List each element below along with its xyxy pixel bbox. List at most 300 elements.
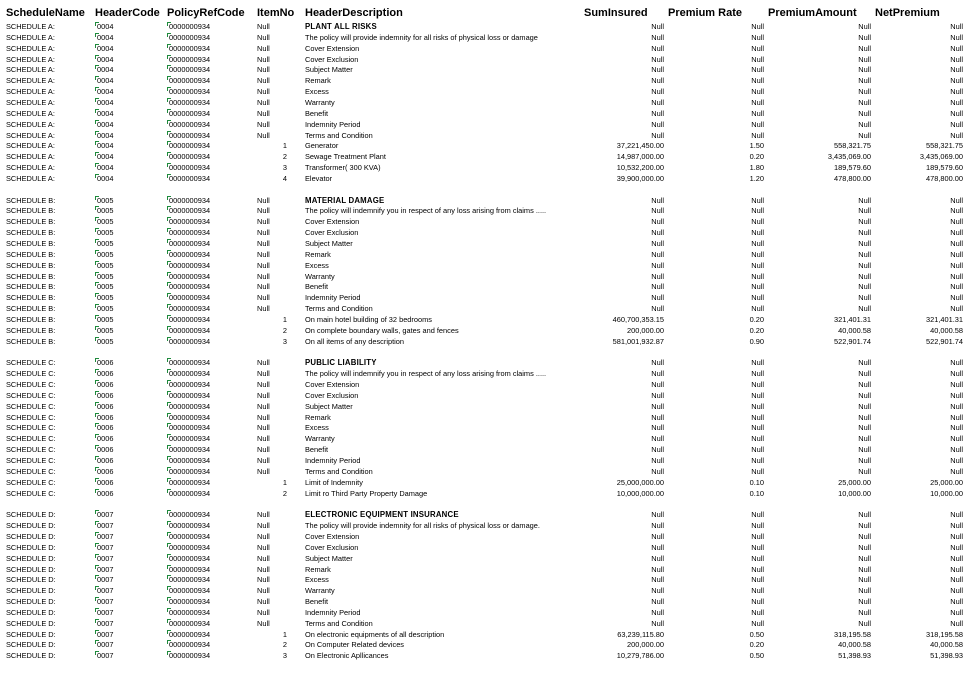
cell-item-no[interactable]: Null xyxy=(257,54,270,64)
cell-schedule-name[interactable]: SCHEDULE C: xyxy=(6,369,56,379)
cell-policy-ref-code[interactable] xyxy=(167,32,255,43)
header-schedule-name[interactable]: ScheduleName xyxy=(6,7,85,19)
cell-premium-rate[interactable]: Null xyxy=(751,195,764,205)
cell-item-no[interactable]: 4 xyxy=(282,173,287,183)
cell-sum-insured[interactable]: Null xyxy=(651,206,664,216)
cell-policy-ref-code[interactable] xyxy=(167,260,255,271)
cell-header-code[interactable] xyxy=(95,64,165,75)
cell-net-premium[interactable]: Null xyxy=(950,22,963,31)
cell-schedule-name[interactable]: SCHEDULE B: xyxy=(6,249,56,259)
cell-net-premium[interactable]: 478,800.00 xyxy=(926,173,963,183)
cell-header-description[interactable]: On electronic equipments of all description xyxy=(305,629,445,639)
cell-sum-insured[interactable]: 460,700,353.15 xyxy=(612,314,664,324)
cell-schedule-name[interactable]: SCHEDULE D: xyxy=(6,629,56,639)
cell-premium-amount[interactable]: 51,398.93 xyxy=(838,651,871,661)
cell-header-code[interactable] xyxy=(95,151,165,162)
cell-item-no[interactable]: Null xyxy=(257,390,270,400)
cell-header-description[interactable]: Benefit xyxy=(305,282,329,292)
cell-policy-ref-code[interactable] xyxy=(167,205,255,216)
cell-schedule-name[interactable]: SCHEDULE B: xyxy=(6,239,56,248)
cell-schedule-name[interactable]: SCHEDULE C: xyxy=(6,488,56,498)
cell-schedule-name[interactable]: SCHEDULE A: xyxy=(6,97,55,107)
cell-sum-insured[interactable]: Null xyxy=(651,618,664,628)
cell-header-description[interactable]: The policy will provide indemnity for all risks of physical loss or damage xyxy=(305,32,538,42)
cell-premium-amount[interactable]: 25,000.00 xyxy=(838,477,871,487)
cell-policy-ref-code[interactable] xyxy=(167,151,255,162)
cell-policy-ref-code[interactable] xyxy=(167,303,255,314)
cell-net-premium[interactable]: Null xyxy=(950,607,963,617)
cell-item-no[interactable]: 1 xyxy=(282,141,287,151)
cell-net-premium[interactable]: Null xyxy=(950,369,963,379)
cell-schedule-name[interactable]: SCHEDULE D: xyxy=(6,531,56,541)
cell-premium-amount[interactable]: Null xyxy=(858,271,871,281)
cell-header-description[interactable]: PLANT ALL RISKS xyxy=(305,22,377,31)
cell-header-code[interactable] xyxy=(95,422,165,433)
cell-premium-amount[interactable]: 558,321.75 xyxy=(834,141,871,151)
cell-schedule-name[interactable]: SCHEDULE B: xyxy=(6,260,56,270)
cell-item-no[interactable]: Null xyxy=(257,228,270,238)
cell-header-code[interactable] xyxy=(95,292,165,303)
cell-item-no[interactable]: Null xyxy=(257,618,270,628)
cell-sum-insured[interactable]: Null xyxy=(651,260,664,270)
cell-schedule-name[interactable]: SCHEDULE D: xyxy=(6,575,56,585)
cell-sum-insured[interactable]: Null xyxy=(651,401,664,411)
cell-header-code[interactable] xyxy=(95,401,165,412)
cell-header-description[interactable]: Indemnity Period xyxy=(305,456,361,465)
cell-net-premium[interactable]: Null xyxy=(950,54,963,64)
cell-net-premium[interactable]: Null xyxy=(950,510,963,520)
cell-schedule-name[interactable]: SCHEDULE B: xyxy=(6,336,56,346)
cell-schedule-name[interactable]: SCHEDULE A: xyxy=(6,119,55,129)
cell-policy-ref-code[interactable] xyxy=(167,444,255,455)
cell-item-no[interactable]: 3 xyxy=(282,163,287,173)
cell-schedule-name[interactable]: SCHEDULE B: xyxy=(6,325,56,335)
cell-sum-insured[interactable]: Null xyxy=(651,76,664,86)
cell-net-premium[interactable]: Null xyxy=(950,119,963,129)
cell-sum-insured[interactable]: Null xyxy=(651,217,664,227)
cell-header-description[interactable]: Remark xyxy=(305,412,331,422)
cell-policy-ref-code[interactable] xyxy=(167,97,255,108)
cell-schedule-name[interactable]: SCHEDULE D: xyxy=(6,564,56,574)
cell-sum-insured[interactable]: 10,532,200.00 xyxy=(616,163,664,173)
cell-sum-insured[interactable]: Null xyxy=(651,32,664,42)
cell-policy-ref-code[interactable] xyxy=(167,21,255,32)
cell-header-description[interactable]: Remark xyxy=(305,76,331,86)
cell-header-description[interactable]: Excess xyxy=(305,260,329,270)
cell-premium-amount[interactable]: Null xyxy=(858,195,871,205)
cell-schedule-name[interactable]: SCHEDULE C: xyxy=(6,401,56,411)
cell-net-premium[interactable]: Null xyxy=(950,271,963,281)
cell-header-code[interactable] xyxy=(95,21,165,32)
cell-net-premium[interactable]: Null xyxy=(950,456,963,465)
cell-header-code[interactable] xyxy=(95,488,165,499)
cell-premium-amount[interactable]: Null xyxy=(858,597,871,607)
cell-schedule-name[interactable]: SCHEDULE B: xyxy=(6,271,56,281)
cell-item-no[interactable]: Null xyxy=(257,607,270,617)
cell-sum-insured[interactable]: Null xyxy=(651,607,664,617)
cell-header-description[interactable]: Sewage Treatment Plant xyxy=(305,152,386,162)
cell-header-code[interactable] xyxy=(95,379,165,390)
cell-item-no[interactable]: 1 xyxy=(282,477,287,487)
cell-schedule-name[interactable]: SCHEDULE A: xyxy=(6,173,55,183)
header-net-premium[interactable]: NetPremium xyxy=(875,7,940,19)
cell-schedule-name[interactable]: SCHEDULE C: xyxy=(6,390,56,400)
cell-header-code[interactable] xyxy=(95,281,165,292)
cell-sum-insured[interactable]: Null xyxy=(651,564,664,574)
cell-premium-rate[interactable]: Null xyxy=(751,239,764,248)
cell-schedule-name[interactable]: SCHEDULE C: xyxy=(6,380,56,390)
cell-policy-ref-code[interactable] xyxy=(167,390,255,401)
cell-policy-ref-code[interactable] xyxy=(167,553,255,564)
cell-header-code[interactable] xyxy=(95,596,165,607)
cell-header-description[interactable]: MATERIAL DAMAGE xyxy=(305,195,385,205)
cell-schedule-name[interactable]: SCHEDULE B: xyxy=(6,314,56,324)
cell-policy-ref-code[interactable] xyxy=(167,271,255,282)
cell-item-no[interactable]: Null xyxy=(257,260,270,270)
cell-header-description[interactable]: Benefit xyxy=(305,445,329,455)
cell-item-no[interactable]: Null xyxy=(257,32,270,42)
cell-net-premium[interactable]: 321,401.31 xyxy=(926,314,963,324)
cell-premium-rate[interactable]: 0.10 xyxy=(749,488,764,498)
cell-sum-insured[interactable]: Null xyxy=(651,597,664,607)
cell-premium-amount[interactable]: Null xyxy=(858,130,871,140)
cell-premium-amount[interactable]: Null xyxy=(858,380,871,390)
cell-policy-ref-code[interactable] xyxy=(167,216,255,227)
cell-policy-ref-code[interactable] xyxy=(167,607,255,618)
cell-header-description[interactable]: Excess xyxy=(305,575,329,585)
cell-premium-rate[interactable]: Null xyxy=(751,597,764,607)
cell-policy-ref-code[interactable] xyxy=(167,173,255,184)
cell-premium-amount[interactable]: Null xyxy=(858,304,871,314)
cell-item-no[interactable]: Null xyxy=(257,358,270,368)
cell-net-premium[interactable]: Null xyxy=(950,108,963,118)
cell-premium-rate[interactable]: Null xyxy=(751,423,764,433)
cell-header-description[interactable]: Elevator xyxy=(305,173,333,183)
cell-premium-rate[interactable]: 0.50 xyxy=(749,651,764,661)
cell-header-description[interactable]: Cover Exclusion xyxy=(305,54,359,64)
cell-item-no[interactable]: Null xyxy=(257,217,270,227)
cell-header-description[interactable]: Indemnity Period xyxy=(305,293,361,303)
cell-net-premium[interactable]: 3,435,069.00 xyxy=(919,152,963,162)
cell-item-no[interactable]: 2 xyxy=(282,488,287,498)
cell-net-premium[interactable]: Null xyxy=(950,390,963,400)
cell-premium-rate[interactable]: Null xyxy=(751,22,764,31)
cell-header-code[interactable] xyxy=(95,618,165,629)
cell-premium-rate[interactable]: Null xyxy=(751,575,764,585)
cell-header-code[interactable] xyxy=(95,585,165,596)
cell-policy-ref-code[interactable] xyxy=(167,140,255,151)
cell-premium-rate[interactable]: Null xyxy=(751,401,764,411)
cell-header-code[interactable] xyxy=(95,531,165,542)
cell-net-premium[interactable]: Null xyxy=(950,531,963,541)
cell-header-description[interactable]: Terms and Condition xyxy=(305,130,373,140)
cell-premium-amount[interactable]: Null xyxy=(858,369,871,379)
cell-net-premium[interactable]: 40,000.58 xyxy=(930,640,963,650)
cell-item-no[interactable]: Null xyxy=(257,445,270,455)
cell-premium-amount[interactable]: Null xyxy=(858,401,871,411)
cell-sum-insured[interactable]: 25,000,000.00 xyxy=(616,477,664,487)
cell-item-no[interactable]: Null xyxy=(257,401,270,411)
cell-premium-rate[interactable]: Null xyxy=(751,390,764,400)
cell-net-premium[interactable]: Null xyxy=(950,76,963,86)
cell-sum-insured[interactable]: Null xyxy=(651,87,664,97)
cell-premium-rate[interactable]: Null xyxy=(751,76,764,86)
cell-net-premium[interactable]: Null xyxy=(950,260,963,270)
cell-policy-ref-code[interactable] xyxy=(167,477,255,488)
cell-schedule-name[interactable]: SCHEDULE D: xyxy=(6,586,56,596)
cell-net-premium[interactable]: Null xyxy=(950,87,963,97)
cell-header-description[interactable]: Indemnity Period xyxy=(305,607,361,617)
cell-item-no[interactable]: Null xyxy=(257,434,270,444)
cell-sum-insured[interactable]: Null xyxy=(651,553,664,563)
cell-premium-amount[interactable]: Null xyxy=(858,575,871,585)
cell-premium-rate[interactable]: Null xyxy=(751,304,764,314)
cell-sum-insured[interactable]: Null xyxy=(651,466,664,476)
cell-premium-amount[interactable]: Null xyxy=(858,32,871,42)
cell-sum-insured[interactable]: Null xyxy=(651,43,664,53)
cell-premium-rate[interactable]: Null xyxy=(751,293,764,303)
header-header-code[interactable]: HeaderCode xyxy=(95,7,160,19)
cell-policy-ref-code[interactable] xyxy=(167,75,255,86)
cell-policy-ref-code[interactable] xyxy=(167,629,255,640)
cell-net-premium[interactable]: 318,195.58 xyxy=(926,629,963,639)
cell-premium-amount[interactable]: 318,195.58 xyxy=(834,629,871,639)
cell-policy-ref-code[interactable] xyxy=(167,639,255,650)
cell-premium-rate[interactable]: Null xyxy=(751,228,764,238)
cell-net-premium[interactable]: 189,579.60 xyxy=(926,163,963,173)
cell-header-description[interactable]: Excess xyxy=(305,423,329,433)
cell-premium-rate[interactable]: Null xyxy=(751,510,764,520)
cell-premium-rate[interactable]: Null xyxy=(751,607,764,617)
cell-header-code[interactable] xyxy=(95,54,165,65)
cell-premium-amount[interactable]: Null xyxy=(858,119,871,129)
cell-header-description[interactable]: Cover Exclusion xyxy=(305,228,359,238)
cell-net-premium[interactable]: Null xyxy=(950,564,963,574)
cell-net-premium[interactable]: Null xyxy=(950,228,963,238)
cell-net-premium[interactable]: Null xyxy=(950,239,963,248)
cell-header-description[interactable]: Generator xyxy=(305,141,339,151)
cell-header-description[interactable]: Excess xyxy=(305,87,329,97)
cell-premium-rate[interactable]: Null xyxy=(751,271,764,281)
cell-schedule-name[interactable]: SCHEDULE A: xyxy=(6,130,55,140)
cell-header-code[interactable] xyxy=(95,271,165,282)
cell-policy-ref-code[interactable] xyxy=(167,585,255,596)
cell-policy-ref-code[interactable] xyxy=(167,108,255,119)
cell-sum-insured[interactable]: 200,000.00 xyxy=(627,640,664,650)
header-policy-ref-code[interactable]: PolicyRefCode xyxy=(167,7,245,19)
cell-premium-amount[interactable]: Null xyxy=(858,260,871,270)
cell-schedule-name[interactable]: SCHEDULE C: xyxy=(6,466,56,476)
cell-premium-rate[interactable]: Null xyxy=(751,32,764,42)
cell-header-code[interactable] xyxy=(95,509,165,520)
cell-item-no[interactable]: 2 xyxy=(282,152,287,162)
cell-header-code[interactable] xyxy=(95,130,165,141)
cell-item-no[interactable]: Null xyxy=(257,22,270,31)
cell-sum-insured[interactable]: 37,221,450.00 xyxy=(616,141,664,151)
cell-item-no[interactable]: Null xyxy=(257,108,270,118)
cell-sum-insured[interactable]: 581,001,932.87 xyxy=(612,336,664,346)
cell-premium-rate[interactable]: Null xyxy=(751,282,764,292)
cell-item-no[interactable]: Null xyxy=(257,271,270,281)
cell-item-no[interactable]: Null xyxy=(257,412,270,422)
cell-premium-rate[interactable]: Null xyxy=(751,43,764,53)
cell-header-description[interactable]: Limit of Indemnity xyxy=(305,477,363,487)
cell-net-premium[interactable]: Null xyxy=(950,445,963,455)
cell-schedule-name[interactable]: SCHEDULE C: xyxy=(6,358,56,368)
cell-sum-insured[interactable]: Null xyxy=(651,97,664,107)
cell-policy-ref-code[interactable] xyxy=(167,542,255,553)
cell-net-premium[interactable]: Null xyxy=(950,434,963,444)
cell-header-code[interactable] xyxy=(95,650,165,661)
cell-schedule-name[interactable]: SCHEDULE D: xyxy=(6,640,56,650)
cell-header-description[interactable]: Warranty xyxy=(305,434,335,444)
cell-premium-amount[interactable]: Null xyxy=(858,521,871,531)
cell-schedule-name[interactable]: SCHEDULE B: xyxy=(6,293,56,303)
cell-policy-ref-code[interactable] xyxy=(167,43,255,54)
cell-net-premium[interactable]: Null xyxy=(950,217,963,227)
cell-premium-amount[interactable]: 3,435,069.00 xyxy=(827,152,871,162)
cell-header-description[interactable]: Subject Matter xyxy=(305,553,353,563)
cell-premium-rate[interactable]: Null xyxy=(751,206,764,216)
cell-header-description[interactable]: Cover Extension xyxy=(305,380,360,390)
cell-premium-rate[interactable]: 1.50 xyxy=(749,141,764,151)
cell-premium-amount[interactable]: Null xyxy=(858,390,871,400)
cell-schedule-name[interactable]: SCHEDULE B: xyxy=(6,195,56,205)
cell-premium-rate[interactable]: Null xyxy=(751,434,764,444)
cell-schedule-name[interactable]: SCHEDULE A: xyxy=(6,43,55,53)
cell-premium-rate[interactable]: Null xyxy=(751,119,764,129)
cell-premium-amount[interactable]: Null xyxy=(858,618,871,628)
cell-policy-ref-code[interactable] xyxy=(167,401,255,412)
cell-header-description[interactable]: Warranty xyxy=(305,271,335,281)
cell-sum-insured[interactable]: Null xyxy=(651,456,664,465)
cell-schedule-name[interactable]: SCHEDULE C: xyxy=(6,423,56,433)
cell-item-no[interactable]: Null xyxy=(257,521,270,531)
cell-net-premium[interactable]: Null xyxy=(950,97,963,107)
cell-sum-insured[interactable]: 63,239,115.80 xyxy=(617,629,664,639)
cell-premium-amount[interactable]: 189,579.60 xyxy=(834,163,871,173)
cell-schedule-name[interactable]: SCHEDULE A: xyxy=(6,54,55,64)
cell-schedule-name[interactable]: SCHEDULE B: xyxy=(6,282,56,292)
cell-header-description[interactable]: Cover Exclusion xyxy=(305,542,359,552)
cell-header-code[interactable] xyxy=(95,466,165,477)
cell-header-code[interactable] xyxy=(95,162,165,173)
cell-schedule-name[interactable]: SCHEDULE C: xyxy=(6,445,56,455)
cell-schedule-name[interactable]: SCHEDULE D: xyxy=(6,521,56,531)
cell-premium-amount[interactable]: Null xyxy=(858,217,871,227)
cell-premium-amount[interactable]: Null xyxy=(858,542,871,552)
cell-item-no[interactable]: Null xyxy=(257,531,270,541)
cell-premium-rate[interactable]: Null xyxy=(751,65,764,75)
cell-premium-amount[interactable]: Null xyxy=(858,412,871,422)
cell-header-code[interactable] xyxy=(95,119,165,130)
cell-premium-amount[interactable]: Null xyxy=(858,65,871,75)
cell-item-no[interactable]: Null xyxy=(257,564,270,574)
cell-premium-amount[interactable]: Null xyxy=(858,76,871,86)
cell-header-description[interactable]: Warranty xyxy=(305,586,335,596)
cell-net-premium[interactable]: Null xyxy=(950,412,963,422)
cell-sum-insured[interactable]: Null xyxy=(651,390,664,400)
cell-item-no[interactable]: Null xyxy=(257,65,270,75)
cell-premium-rate[interactable]: Null xyxy=(751,108,764,118)
cell-header-code[interactable] xyxy=(95,43,165,54)
cell-policy-ref-code[interactable] xyxy=(167,238,255,249)
cell-net-premium[interactable]: Null xyxy=(950,43,963,53)
cell-schedule-name[interactable]: SCHEDULE A: xyxy=(6,108,55,118)
cell-policy-ref-code[interactable] xyxy=(167,325,255,336)
cell-header-description[interactable]: On main hotel building of 32 bedrooms xyxy=(305,314,432,324)
cell-header-description[interactable]: Benefit xyxy=(305,108,329,118)
cell-premium-amount[interactable]: Null xyxy=(858,282,871,292)
cell-policy-ref-code[interactable] xyxy=(167,357,255,368)
cell-policy-ref-code[interactable] xyxy=(167,54,255,65)
cell-header-description[interactable]: PUBLIC LIABILITY xyxy=(305,358,377,368)
cell-premium-rate[interactable]: Null xyxy=(751,618,764,628)
cell-sum-insured[interactable]: Null xyxy=(651,575,664,585)
cell-item-no[interactable]: Null xyxy=(257,249,270,259)
cell-sum-insured[interactable]: Null xyxy=(651,542,664,552)
cell-header-code[interactable] xyxy=(95,455,165,466)
cell-header-description[interactable]: ELECTRONIC EQUIPMENT INSURANCE xyxy=(305,510,459,520)
cell-header-description[interactable]: Cover Extension xyxy=(305,217,360,227)
cell-header-description[interactable]: Cover Exclusion xyxy=(305,390,359,400)
cell-sum-insured[interactable]: Null xyxy=(651,195,664,205)
cell-schedule-name[interactable]: SCHEDULE B: xyxy=(6,206,56,216)
cell-schedule-name[interactable]: SCHEDULE D: xyxy=(6,618,56,628)
cell-premium-amount[interactable]: Null xyxy=(858,249,871,259)
cell-sum-insured[interactable]: Null xyxy=(651,304,664,314)
cell-item-no[interactable]: Null xyxy=(257,239,270,248)
cell-policy-ref-code[interactable] xyxy=(167,455,255,466)
cell-premium-amount[interactable]: Null xyxy=(858,239,871,248)
cell-item-no[interactable]: Null xyxy=(257,369,270,379)
cell-net-premium[interactable]: 40,000.58 xyxy=(930,325,963,335)
cell-schedule-name[interactable]: SCHEDULE D: xyxy=(6,597,56,607)
cell-premium-amount[interactable]: Null xyxy=(858,293,871,303)
cell-premium-rate[interactable]: Null xyxy=(751,531,764,541)
cell-sum-insured[interactable]: Null xyxy=(651,119,664,129)
cell-premium-amount[interactable]: Null xyxy=(858,564,871,574)
cell-schedule-name[interactable]: SCHEDULE B: xyxy=(6,228,56,238)
cell-item-no[interactable]: Null xyxy=(257,76,270,86)
cell-premium-rate[interactable]: Null xyxy=(751,130,764,140)
cell-header-description[interactable]: The policy will indemnify you in respect of any loss arising from claims ..... xyxy=(305,369,547,379)
cell-header-description[interactable]: Subject Matter xyxy=(305,401,353,411)
cell-sum-insured[interactable]: Null xyxy=(651,130,664,140)
cell-schedule-name[interactable]: SCHEDULE B: xyxy=(6,304,56,314)
cell-item-no[interactable]: Null xyxy=(257,97,270,107)
cell-premium-rate[interactable]: 0.90 xyxy=(749,336,764,346)
cell-item-no[interactable]: Null xyxy=(257,43,270,53)
cell-header-code[interactable] xyxy=(95,368,165,379)
cell-schedule-name[interactable]: SCHEDULE D: xyxy=(6,542,56,552)
cell-net-premium[interactable]: Null xyxy=(950,293,963,303)
cell-sum-insured[interactable]: Null xyxy=(651,445,664,455)
cell-net-premium[interactable]: 51,398.93 xyxy=(930,651,963,661)
cell-header-code[interactable] xyxy=(95,390,165,401)
cell-net-premium[interactable]: Null xyxy=(950,575,963,585)
cell-item-no[interactable]: Null xyxy=(257,456,270,465)
cell-item-no[interactable]: Null xyxy=(257,195,270,205)
cell-header-code[interactable] xyxy=(95,303,165,314)
cell-schedule-name[interactable]: SCHEDULE C: xyxy=(6,477,56,487)
cell-item-no[interactable]: Null xyxy=(257,87,270,97)
cell-header-description[interactable]: On complete boundary walls, gates and fences xyxy=(305,325,459,335)
cell-schedule-name[interactable]: SCHEDULE A: xyxy=(6,87,55,97)
cell-policy-ref-code[interactable] xyxy=(167,531,255,542)
cell-header-description[interactable]: Terms and Condition xyxy=(305,304,373,314)
cell-header-code[interactable] xyxy=(95,97,165,108)
